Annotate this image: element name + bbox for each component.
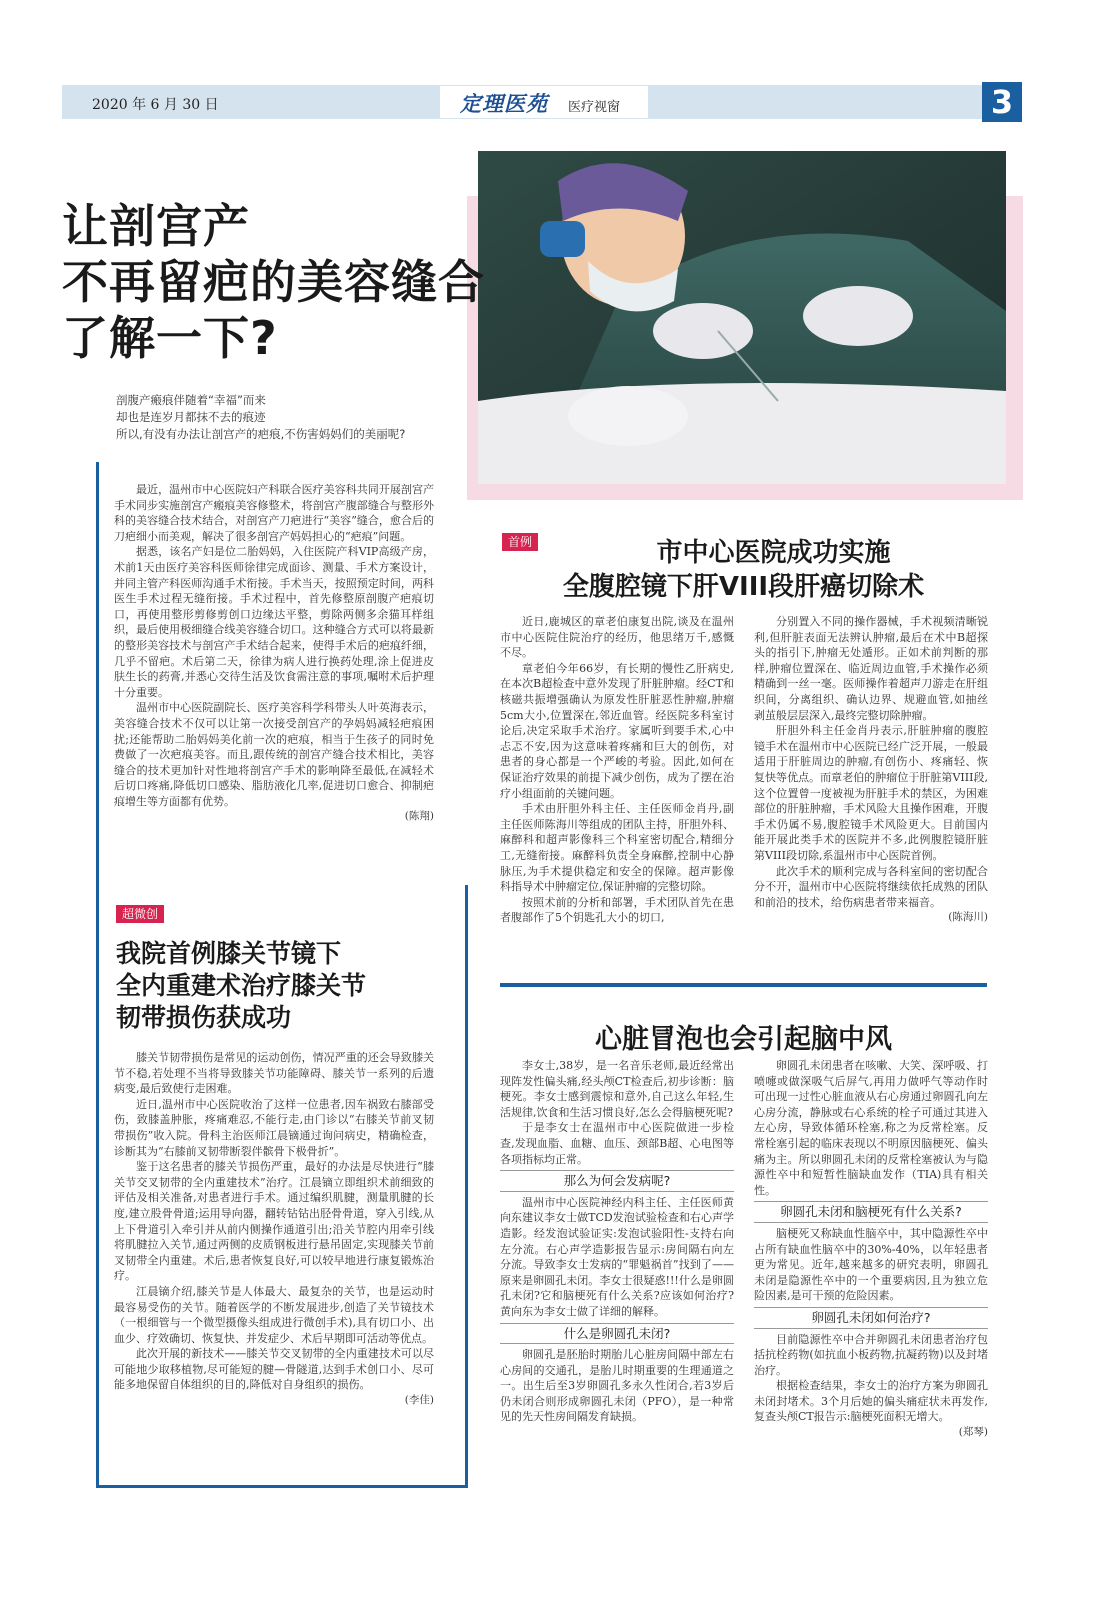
byline: (郑琴) [958,1426,988,1439]
paragraph: 近日,鹿城区的章老伯康复出院,谈及在温州市中心医院住院治疗的经历，他思绪万千,感慨不尽。 [500,615,734,660]
lead-intro [116,392,405,443]
paragraph: 卵圆孔是胚胎时期胎儿心脏房间隔中部左右心房间的交通孔，是胎儿时期重要的生理通道之一。出生后至3岁卵圆孔多永久性闭合,若3岁后仍未闭合则形成卵圆孔未闭（PFO），是一种常见的先天性房间隔发育缺损。 [500,1348,734,1424]
title-line: 我院首例膝关节镜下 [116,939,342,968]
paragraph: 根据检查结果，李女士的治疗方案为卵圆孔未闭封堵术。3个月后她的偏头痛症状未再发作,复查头颅CT报告示:脑梗死面积无增大。 [754,1379,988,1424]
issue-date: 2020 年 6 月 30 日 [92,97,219,113]
knee-title [116,938,366,1034]
title-line: 市中心医院成功实施 [656,538,891,568]
paragraph: 手术由肝胆外科主任、主任医师金肖丹,副主任医师陈海川等组成的团队主持，肝胆外科、麻醉科和超声影像科三个科室密切配合,精细分工,无缝衔接。麻醉科负责全身麻醉,控制中心静脉压,为手术提供稳定和安全的保障。超声影像科指导术中肿瘤定位,保证肿瘤的完整切除。 [500,802,734,894]
headline-line: 让剖宫产 [62,199,250,253]
liver-column-1 [500,614,734,926]
section-name: 医疗视窗 [568,100,621,115]
lead-article-body [114,482,434,825]
left-frame-right-border [465,885,468,1488]
paragraph: 据悉，该名产妇是位二胎妈妈，入住医院产科VIP高级产房，术前1天由医疗美容科医师徐律完成面诊、测量、手术方案设计，并同主管产科医师沟通手术衔接。手术当天，按照预定时间，两科医生手术过程无缝衔接。手术过程中，首先修整原剖腹产疤痕切口，再使用整形剪修剪创口边缘达平整，剪除两侧多余猫耳样组织，最后使用极细缝合线美容缝合切口。这种缝合方式可以将最新的整形美容技术与剖宫产手术结合起来，使得手术后的疤痕纤细，几乎不留疤。术后第二天，徐律为病人进行换药处理,涂上促进皮肤生长的药膏,并悉心交待生活及饮食需注意的事项,嘱咐术后护理十分重要。 [114,545,434,699]
paragraph: 卵圆孔未闭患者在咳嗽、大笑、深呼吸、打喷嚏或做深吸气后屏气,再用力做呼气等动作时可出现一过性心脏血液从右心房通过卵圆孔向左心房分流，静脉或右心系统的栓子可通过其进入左心房，导致体循环栓塞,称之为反常栓塞。反常栓塞引起的临床表现以不明原因脑梗死、偏头痛为主。所以卵圆孔未闭的反常栓塞被认为与隐源性卒中和短暂性脑缺血发作（TIA)具有相关性。 [754,1059,988,1197]
knee-article-body [114,1050,434,1409]
paragraph: 目前隐源性卒中合并卵圆孔未闭患者治疗包括抗栓药物(如抗血小板药物,抗凝药物)以及封堵治疗。 [754,1332,988,1377]
paragraph: 李女士,38岁，是一名音乐老师,最近经常出现阵发性偏头痛,经头颅CT检查后,初步诊断：脑梗死。李女士感到震惊和意外,自己这么年轻,生活规律,饮食和生活习惯良好,怎么会得脑梗死呢? [500,1059,734,1119]
intro-line: 所以,有没有办法让剖宫产的疤痕,不伤害妈妈们的美丽呢? [116,427,406,441]
paragraph: 温州市中心医院神经内科主任、主任医师黄向东建议李女士做TCD发泡试验检查和右心声学造影。经发泡试验证实:发泡试验阳性-支持右向左分流。右心声学造影报告显示:房间隔右向左分流。导致李女士发病的“罪魁祸首”找到了——原来是卵圆孔未闭。李女士很疑惑!!!什么是卵圆孔未闭?它和脑梗死有什么关系?应该如何治疗?黄向东为李女士做了详细的解释。 [500,1195,734,1318]
headline-line: 不再留疤的美容缝合 [62,255,485,309]
title-line: 韧带损伤获成功 [116,1003,292,1032]
title-line: 全内重建术治疗膝关节 [116,971,367,1000]
paragraph: 鉴于这名患者的膝关节损伤严重，最好的办法是尽快进行“膝关节交叉韧带的全内重建技术”治疗。江晨镝立即组织术前细致的评估及相关准备,对患者进行手术。通过编织肌腱，测量肌腱的长度,建立股骨骨道;运用导向器，翻转钻钻出胫骨骨道，穿入引线,从上下骨道引入牵引并从前内侧操作通道引出;沿关节腔内用牵引线将肌腱拉入关节,通过两侧的皮质钢板进行悬吊固定,实现膝关节前叉韧带全内重建。术后,患者恢复良好,可以较早地进行康复锻炼治疗。 [114,1160,434,1283]
subhead: 卵圆孔未闭如何治疗? [754,1307,988,1329]
paragraph: 此次开展的新技术——膝关节交叉韧带的全内重建技术可以尽可能地少取移植物,尽可能短的腱—骨隧道,达到手术创口小、尽可能多地保留自体组织的目的,降低对自身组织的损伤。 [114,1347,434,1392]
tag-label: 超微创 [116,905,164,923]
surgeon-photo [478,151,1006,484]
paragraph: 按照术前的分析和部署，手术团队首先在患者腹部作了5个钥匙孔大小的切口, [500,895,734,925]
title-line: 全腹腔镜下肝VIII段肝癌切除术 [562,572,925,602]
paragraph: 温州市中心医院副院长、医疗美容科学科带头人叶英海表示，美容缝合技术不仅可以让第一次接受剖宫产的孕妈妈减轻疤痕困扰;还能帮助二胎妈妈美化前一次的疤痕，相当于生孩子的同时免费做了一次疤痕美容。而且,跟传统的剖宫产缝合技术相比，美容缝合的技术更加针对性地将剖宫产手术的影响降至最低,在减轻术后切口疼痛,降低切口感染、脂肪液化几率,促进切口愈合、抑制疤痕增生等方面都有优势。 [114,701,434,808]
page-number: 3 [982,82,1022,122]
tag-label: 首例 [502,533,538,551]
liver-title [500,536,987,604]
paragraph: 膝关节韧带损伤是常见的运动创伤，情况严重的还会导致膝关节不稳,若处理不当将导致膝关节功能障碍、膝关节一系列的后遗病变,最后致使行走困难。 [114,1051,434,1096]
paragraph: 此次手术的顺利完成与各科室间的密切配合分不开，温州市中心医院将继续依托成熟的团队和前沿的技术，给伤病患者带来福音。 [754,864,988,909]
knee-tag [116,903,164,922]
subhead: 卵圆孔未闭和脑梗死有什么关系? [754,1201,988,1223]
heart-column-1 [500,1058,734,1425]
masthead-logo: 定理医苑 [460,91,548,116]
subhead: 什么是卵圆孔未闭? [500,1323,734,1345]
paragraph: 于是李女士在温州市中心医院做进一步检查,发现血脂、血糖、血压、颈部B超、心电图等各项指标均正常。 [500,1121,734,1166]
heart-title: 心脏冒泡也会引起脑中风 [595,1024,892,1055]
section-divider [500,983,987,987]
byline: (李佳) [404,1394,434,1407]
byline: (陈海川) [948,911,988,924]
paragraph: 最近，温州市中心医院妇产科联合医疗美容科共同开展剖宫产手术同步实施剖宫产瘢痕美容修整术，将剖宫产腹部缝合与整形外科的美容缝合技术结合，对剖宫产刀疤进行“美容”缝合，愈合后的刀疤细小而美观，解决了很多剖宫产妈妈担心的“疤痕”问题。 [114,483,434,543]
byline: (陈翔) [404,810,434,823]
main-headline [62,198,485,366]
paragraph: 分别置入不同的操作器械，手术视频清晰锐利,但肝脏表面无法辨认肿瘤,最后在术中B超探头的指引下,肿瘤无处遁形。正如术前判断的那样,肿瘤位置深在、临近周边血管,手术操作必须精确到一丝一毫。医师操作着超声刀游走在肝组织间，分离组织、确认边界、规避血管,如抽丝剥茧般层层深入,最终完整切除肿瘤。 [754,615,988,722]
paragraph: 近日,温州市中心医院收治了这样一位患者,因车祸致右膝部受伤，致膝盖肿胀，疼痛难忍,不能行走,由门诊以“右膝关节前叉韧带损伤”收入院。骨科主治医师江晨镝通过询问病史，精确检查，诊断其为“右膝前叉韧带断裂伴髌骨下极骨折”。 [114,1097,434,1158]
intro-line: 剖腹产瘢痕伴随着“幸福”而来 [116,393,266,407]
headline-line: 了解一下? [62,311,278,365]
intro-line: 却也是连岁月都抹不去的痕迹 [116,410,266,424]
paragraph: 江晨镝介绍,膝关节是人体最大、最复杂的关节，也是运动时最容易受伤的关节。随着医学的不断发展进步,创造了关节镜技术（一根细管与一个微型摄像头组成进行微创手术),具有切口小、出血少、疗效确切、恢复快、并发症少、术后早期即可活动等优点。 [114,1284,434,1345]
paragraph: 章老伯今年66岁，有长期的慢性乙肝病史,在本次B超检查中意外发现了肝脏肿瘤。经CT和核磁共振增强确认为原发性肝脏恶性肿瘤,肿瘤5cm大小,位置深在,邻近血管。经医院多科室讨论后,决定采取手术治疗。家属听到要手术,心中忐忑不安,因为这意味着疼痛和巨大的创伤，对患者的身心都是一个严峻的考验。因此,如何在保证治疗效果的前提下减少创伤，成为了摆在治疗小组面前的关键问题。 [500,661,734,800]
paragraph: 肝胆外科主任金肖丹表示,肝脏肿瘤的腹腔镜手术在温州市中心医院已经广泛开展，一般最适用于肝脏周边的肿瘤,有创伤小、疼痛轻、恢复快等优点。而章老伯的肿瘤位于肝脏第VIII段,这个位置曾一度被视为肝脏手术的禁区，为困难部位的肝脏肿瘤，手术风险大且操作困难，开腹手术仍属不易,腹腔镜手术风险更大。目前国内能开展此类手术的医院并不多,此例腹腔镜肝脏第VIII段切除,系温州市中心医院首例。 [754,724,988,862]
subhead: 那么为何会发病呢? [500,1170,734,1192]
heart-column-2 [754,1058,988,1441]
paragraph: 脑梗死又称缺血性脑卒中，其中隐源性卒中占所有缺血性脑卒中的30%-40%，以年轻患者更为常见。近年,越来越多的研究表明，卵圆孔未闭是隐源性卒中的一个重要病因,且为独立危险因素,是可干预的危险因素。 [754,1226,988,1303]
liver-column-2 [754,614,988,926]
